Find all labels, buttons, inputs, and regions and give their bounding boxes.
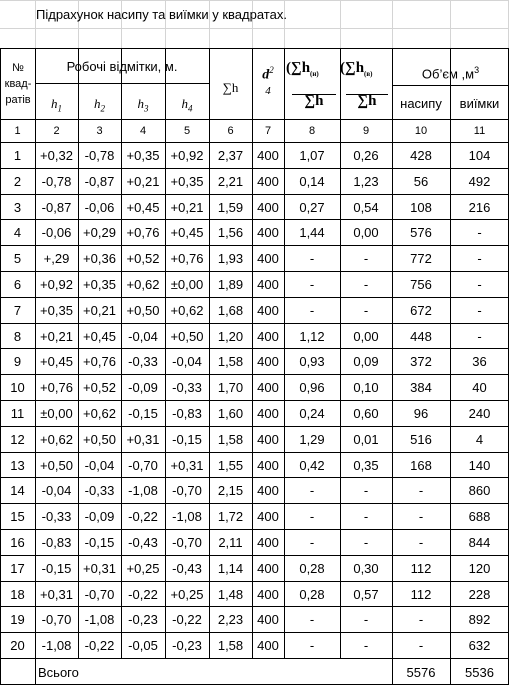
table-cell: 492	[468, 174, 491, 189]
table-cell: -0,70	[84, 587, 115, 602]
table-cell: 632	[468, 638, 491, 653]
table-cell: 2,15	[217, 483, 244, 498]
table-cell: -	[477, 329, 482, 344]
table-cell: 7	[13, 303, 22, 318]
table-cell: -	[309, 509, 315, 524]
border-row-line	[0, 219, 509, 220]
column-number: 1	[14, 125, 21, 137]
table-cell: +0,35	[83, 277, 116, 292]
table-cell: -	[363, 277, 369, 292]
border-row-line	[0, 606, 509, 607]
border-col-line	[35, 659, 36, 685]
table-cell: 0,30	[353, 561, 379, 576]
table-cell: -0,09	[84, 509, 115, 524]
table-cell: 13	[10, 458, 25, 473]
table-cell: -1,08	[84, 612, 115, 627]
grid-col-line	[450, 0, 451, 48]
table-cell: ±0,00	[170, 277, 204, 292]
table-cell: -	[477, 251, 482, 266]
table-cell: 400	[257, 251, 279, 266]
table-cell: +,29	[43, 251, 70, 266]
table-cell: -0,04	[128, 329, 158, 344]
table-cell: ±0,00	[40, 406, 73, 421]
table-cell: +0,45	[40, 354, 73, 369]
h1-sub: 1	[57, 103, 62, 114]
table-cell: 372	[410, 354, 432, 369]
border-row-line	[0, 271, 509, 272]
d2-sup: 2	[269, 65, 274, 75]
table-cell: -	[309, 535, 315, 550]
header-volume	[392, 62, 509, 82]
table-cell: 0,27	[299, 200, 325, 215]
header-frac8-denominator: ∑h	[304, 93, 324, 109]
table-cell: -1,08	[41, 638, 72, 653]
table-cell: +0,31	[170, 458, 204, 473]
table-cell: 400	[257, 483, 279, 498]
column-number: 5	[183, 125, 191, 137]
table-cell: -0,33	[84, 483, 115, 498]
table-cell: +0,62	[170, 303, 204, 318]
table-cell: 400	[257, 561, 279, 576]
border-row-line	[0, 452, 509, 453]
table-cell: -0,06	[41, 225, 72, 240]
column-number: 6	[227, 125, 234, 137]
table-cell: 108	[410, 200, 432, 215]
header-frac8-numerator	[286, 60, 319, 82]
table-cell: 19	[10, 612, 25, 627]
table-cell: 400	[257, 432, 279, 447]
table-cell: -0,23	[128, 612, 158, 627]
grid-row-line	[0, 0, 509, 1]
table-cell: +0,45	[83, 329, 116, 344]
table-cell: -	[363, 535, 369, 550]
header-num-symbol: №	[12, 62, 24, 74]
h2-sub: 2	[100, 103, 105, 114]
table-cell: 216	[468, 200, 491, 215]
table-cell: 56	[413, 174, 429, 189]
header-h1	[35, 96, 78, 117]
column-number: 2	[53, 125, 60, 137]
table-cell: -0,22	[128, 509, 158, 524]
table-cell: 4	[475, 432, 484, 447]
table-cell: 17	[10, 561, 25, 576]
table-cell: -	[477, 277, 482, 292]
table-cell: -0,33	[172, 380, 202, 395]
table-cell: 1,14	[217, 561, 244, 576]
header-fill: насипу	[400, 96, 442, 111]
header-work-marks: Робочі відмітки, м.	[66, 59, 178, 74]
table-cell: -0,78	[41, 174, 72, 189]
table-cell: 4	[13, 225, 22, 240]
header-frac9-numerator	[340, 60, 372, 82]
table-cell: 400	[257, 535, 279, 550]
grid-col-line	[340, 0, 341, 48]
table-cell: 0,24	[299, 406, 325, 421]
table-cell: -	[477, 303, 482, 318]
table-cell: +0,35	[40, 303, 73, 318]
table-cell: -	[363, 509, 369, 524]
table-cell: 0,93	[299, 354, 325, 369]
table-cell: 448	[410, 329, 432, 344]
table-cell: -	[418, 483, 424, 498]
table-cell: 0,00	[353, 225, 379, 240]
border-row-line	[0, 297, 509, 298]
table-cell: -	[363, 612, 369, 627]
total-cut: 5536	[465, 665, 494, 680]
table-cell: +0,62	[83, 406, 116, 421]
table-cell: 672	[410, 303, 432, 318]
column-number: 3	[96, 125, 103, 137]
table-cell: -	[418, 612, 424, 627]
table-cell: 1,29	[299, 432, 325, 447]
table-cell: 1,44	[299, 225, 325, 240]
table-cell: 1,93	[217, 251, 244, 266]
table-cell: 400	[257, 200, 279, 215]
table-cell: +0,92	[170, 148, 204, 163]
table-cell: +0,50	[126, 303, 160, 318]
table-cell: 0,09	[353, 354, 379, 369]
table-cell: 6	[13, 277, 22, 292]
table-cell: 2	[13, 174, 22, 189]
volume-sup: 3	[474, 65, 480, 75]
border-row-line	[0, 400, 509, 401]
table-cell: +0,31	[83, 561, 116, 576]
table-cell: 8	[13, 329, 22, 344]
table-cell: -0,22	[172, 612, 202, 627]
table-cell: 1,20	[217, 329, 244, 344]
table-cell: -0,70	[128, 458, 158, 473]
table-cell: 11	[10, 406, 25, 421]
border-row-line	[0, 658, 509, 659]
table-cell: -0,09	[128, 380, 158, 395]
table-cell: -	[309, 612, 315, 627]
border-row-line	[0, 477, 509, 478]
table-cell: -0,70	[41, 612, 72, 627]
table-cell: 400	[257, 225, 279, 240]
h3-letter: h	[137, 96, 144, 111]
table-cell: 1,58	[217, 354, 244, 369]
table-cell: +0,50	[83, 432, 116, 447]
table-cell: 400	[257, 329, 279, 344]
table-cell: -0,43	[172, 561, 202, 576]
header-frac9-denominator: ∑h	[357, 93, 377, 109]
table-cell: 0,10	[353, 380, 379, 395]
table-cell: 112	[410, 587, 432, 602]
border-row-line	[0, 168, 509, 169]
table-cell: 10	[10, 380, 25, 395]
h1-letter: h	[51, 96, 58, 111]
table-cell: -0,15	[41, 561, 72, 576]
table-cell: 1,56	[217, 225, 244, 240]
table-cell: -0,15	[128, 406, 158, 421]
total-label: Всього	[38, 665, 79, 680]
table-cell: 2,21	[217, 174, 244, 189]
table-cell: 400	[257, 509, 279, 524]
table-cell: 15	[10, 509, 25, 524]
table-cell: -	[477, 225, 482, 240]
table-cell: 1,23	[353, 174, 379, 189]
table-cell: 1,55	[217, 458, 244, 473]
h2-letter: h	[94, 96, 101, 111]
table-cell: -0,33	[128, 354, 158, 369]
table-cell: -0,83	[172, 406, 202, 421]
table-cell: 0,60	[353, 406, 379, 421]
table-cell: 5	[13, 251, 22, 266]
table-cell: 400	[257, 277, 279, 292]
header-num-line1: квад-	[4, 78, 32, 90]
table-cell: 228	[468, 587, 491, 602]
header-h3	[121, 96, 165, 117]
table-cell: 14	[10, 483, 25, 498]
border-row-line	[0, 194, 509, 195]
table-cell: 400	[257, 380, 279, 395]
table-cell: +0,29	[83, 225, 116, 240]
column-number: 9	[362, 125, 370, 137]
table-cell: 1,58	[217, 638, 244, 653]
table-cell: 772	[410, 251, 432, 266]
table-cell: +0,76	[83, 354, 116, 369]
table-cell: 688	[468, 509, 491, 524]
border-row-line	[0, 323, 509, 324]
table-cell: 16	[10, 535, 25, 550]
table-cell: 384	[410, 380, 432, 395]
table-cell: -0,83	[41, 535, 72, 550]
table-cell: -0,04	[41, 483, 72, 498]
table-cell: +0,31	[126, 432, 160, 447]
table-cell: 40	[472, 380, 487, 395]
table-cell: +0,21	[40, 329, 73, 344]
table-cell: 20	[10, 638, 25, 653]
table-cell: 400	[257, 406, 279, 421]
table-cell: 1,72	[217, 509, 244, 524]
column-number: 4	[139, 125, 147, 137]
table-cell: 0,42	[299, 458, 325, 473]
header-cut: виїмки	[459, 96, 500, 111]
table-cell: -	[309, 638, 315, 653]
table-cell: +0,50	[40, 458, 73, 473]
table-cell: 0,01	[353, 432, 379, 447]
border-header-bottom	[0, 119, 509, 120]
table-cell: -0,22	[84, 638, 115, 653]
border-top	[0, 48, 509, 49]
grid-row-line	[0, 28, 509, 29]
table-cell: 1,68	[217, 303, 244, 318]
border-row-line	[0, 581, 509, 582]
table-cell: +0,25	[126, 561, 160, 576]
table-cell: +0,21	[83, 303, 116, 318]
border-row-line	[0, 426, 509, 427]
table-cell: 400	[257, 354, 279, 369]
table-cell: +0,45	[126, 200, 160, 215]
table-cell: 892	[468, 612, 491, 627]
column-number: 7	[264, 125, 272, 137]
table-cell: 0,28	[299, 561, 325, 576]
header-d2-denominator: 4	[265, 85, 271, 97]
table-cell: -	[363, 251, 369, 266]
table-cell: -	[418, 535, 424, 550]
table-cell: 0,00	[353, 329, 379, 344]
column-number: 8	[308, 125, 316, 137]
table-cell: -0,23	[172, 638, 202, 653]
table-cell: +0,45	[170, 225, 204, 240]
column-number: 11	[473, 125, 486, 137]
border-row-line	[0, 374, 509, 375]
table-cell: -	[418, 509, 424, 524]
header-d2	[252, 62, 284, 84]
table-cell: 36	[472, 354, 487, 369]
frac9-num: (∑h	[340, 60, 365, 76]
table-cell: 2,37	[217, 148, 244, 163]
table-cell: +0,35	[126, 148, 160, 163]
table-cell: -0,87	[84, 174, 115, 189]
volume-label: Об’єм ,м	[421, 66, 475, 82]
table-cell: 1,59	[217, 200, 244, 215]
frac8-num: (∑h	[286, 60, 311, 76]
table-cell: -	[309, 251, 315, 266]
table-cell: -0,87	[41, 200, 72, 215]
table-cell: 140	[468, 458, 491, 473]
table-cell: 0,54	[353, 200, 379, 215]
table-cell: -	[309, 483, 315, 498]
border-row-line	[0, 632, 509, 633]
header-num-line2: ратів	[5, 94, 31, 106]
table-cell: -1,08	[128, 483, 158, 498]
table-cell: +0,52	[126, 251, 160, 266]
border-row-line	[0, 503, 509, 504]
h4-sub: 4	[188, 103, 193, 114]
table-cell: -0,05	[128, 638, 158, 653]
table-cell: 576	[410, 225, 432, 240]
table-cell: 400	[257, 638, 279, 653]
table-cell: -	[363, 638, 369, 653]
table-cell: +0,21	[170, 200, 204, 215]
table-cell: 516	[410, 432, 432, 447]
table-cell: 168	[410, 458, 432, 473]
table-cell: 12	[10, 432, 25, 447]
table-cell: -	[418, 638, 424, 653]
table-cell: 1	[13, 148, 22, 163]
table-cell: 0,28	[299, 587, 325, 602]
table-cell: 400	[257, 458, 279, 473]
table-cell: +0,92	[40, 277, 73, 292]
table-cell: +0,36	[83, 251, 116, 266]
table-cell: 2,23	[217, 612, 244, 627]
table-cell: 3	[13, 200, 22, 215]
table-cell: 0,35	[353, 458, 379, 473]
table-cell: +0,21	[126, 174, 160, 189]
grid-col-line	[392, 0, 393, 48]
table-cell: -0,70	[172, 535, 202, 550]
table-cell: 96	[413, 406, 429, 421]
table-cell: +0,76	[40, 380, 73, 395]
table-cell: -	[309, 277, 315, 292]
table-cell: -0,22	[128, 587, 158, 602]
header-h4	[165, 96, 209, 117]
table-cell: +0,32	[40, 148, 73, 163]
frac9-sub: (в)	[364, 70, 373, 78]
table-cell: 400	[257, 174, 279, 189]
table-cell: -1,08	[172, 509, 202, 524]
table-cell: 844	[468, 535, 491, 550]
table-cell: +0,25	[170, 587, 204, 602]
table-cell: -0,78	[84, 148, 115, 163]
table-cell: -0,43	[128, 535, 158, 550]
table-cell: 428	[410, 148, 432, 163]
table-cell: 0,96	[299, 380, 325, 395]
total-fill: 5576	[406, 665, 436, 680]
border-work-marks-split	[35, 83, 209, 84]
border-row-line	[0, 348, 509, 349]
table-cell: 0,57	[353, 587, 379, 602]
table-cell: 0,26	[353, 148, 379, 163]
table-cell: 120	[468, 561, 491, 576]
table-cell: 400	[257, 587, 279, 602]
table-cell: +0,31	[40, 587, 73, 602]
border-row-line	[0, 245, 509, 246]
frac8-sub: (н)	[310, 70, 319, 78]
table-cell: -0,70	[172, 483, 202, 498]
d2-letter: d	[262, 67, 270, 83]
table-cell: -	[309, 303, 315, 318]
table-cell: -0,06	[84, 200, 115, 215]
table-cell: -0,33	[41, 509, 72, 524]
border-colnums-bottom	[0, 142, 509, 143]
table-cell: +0,62	[126, 277, 160, 292]
border-row-line	[0, 529, 509, 530]
table-cell: +0,52	[83, 380, 116, 395]
table-cell: 240	[468, 406, 491, 421]
table-cell: 1,60	[217, 406, 244, 421]
table-cell: 2,11	[218, 535, 243, 550]
table-cell: -0,15	[172, 432, 202, 447]
header-h2	[78, 96, 121, 117]
border-row-line	[0, 555, 509, 556]
table-cell: 1,70	[217, 380, 244, 395]
table-cell: +0,76	[126, 225, 160, 240]
h3-sub: 3	[144, 103, 149, 114]
header-sum-h: ∑h	[222, 80, 239, 95]
sheet-title: Підрахунок насипу та виїмки у квадратах.	[36, 7, 287, 22]
table-cell: -0,04	[84, 458, 115, 473]
table-cell: 18	[10, 587, 25, 602]
table-cell: 1,89	[217, 277, 244, 292]
table-cell: 1,48	[217, 587, 244, 602]
table-cell: 400	[257, 148, 279, 163]
table-cell: 112	[410, 561, 432, 576]
table-cell: 0,14	[299, 174, 325, 189]
table-cell: 1,58	[217, 432, 244, 447]
h4-letter: h	[181, 96, 188, 111]
column-number: 10	[414, 125, 428, 137]
table-cell: -	[363, 483, 369, 498]
table-cell: 104	[468, 148, 491, 163]
table-cell: -0,04	[172, 354, 202, 369]
table-cell: 860	[468, 483, 491, 498]
table-cell: 756	[410, 277, 432, 292]
table-cell: +0,62	[40, 432, 73, 447]
table-cell: 9	[13, 354, 22, 369]
table-cell: 1,12	[299, 329, 325, 344]
table-cell: -	[363, 303, 369, 318]
table-cell: 400	[257, 612, 279, 627]
table-cell: -0,15	[84, 535, 115, 550]
table-cell: +0,35	[170, 174, 204, 189]
table-cell: 1,07	[299, 148, 325, 163]
table-cell: +0,50	[170, 329, 204, 344]
table-cell: +0,76	[170, 251, 204, 266]
table-cell: 400	[257, 303, 279, 318]
